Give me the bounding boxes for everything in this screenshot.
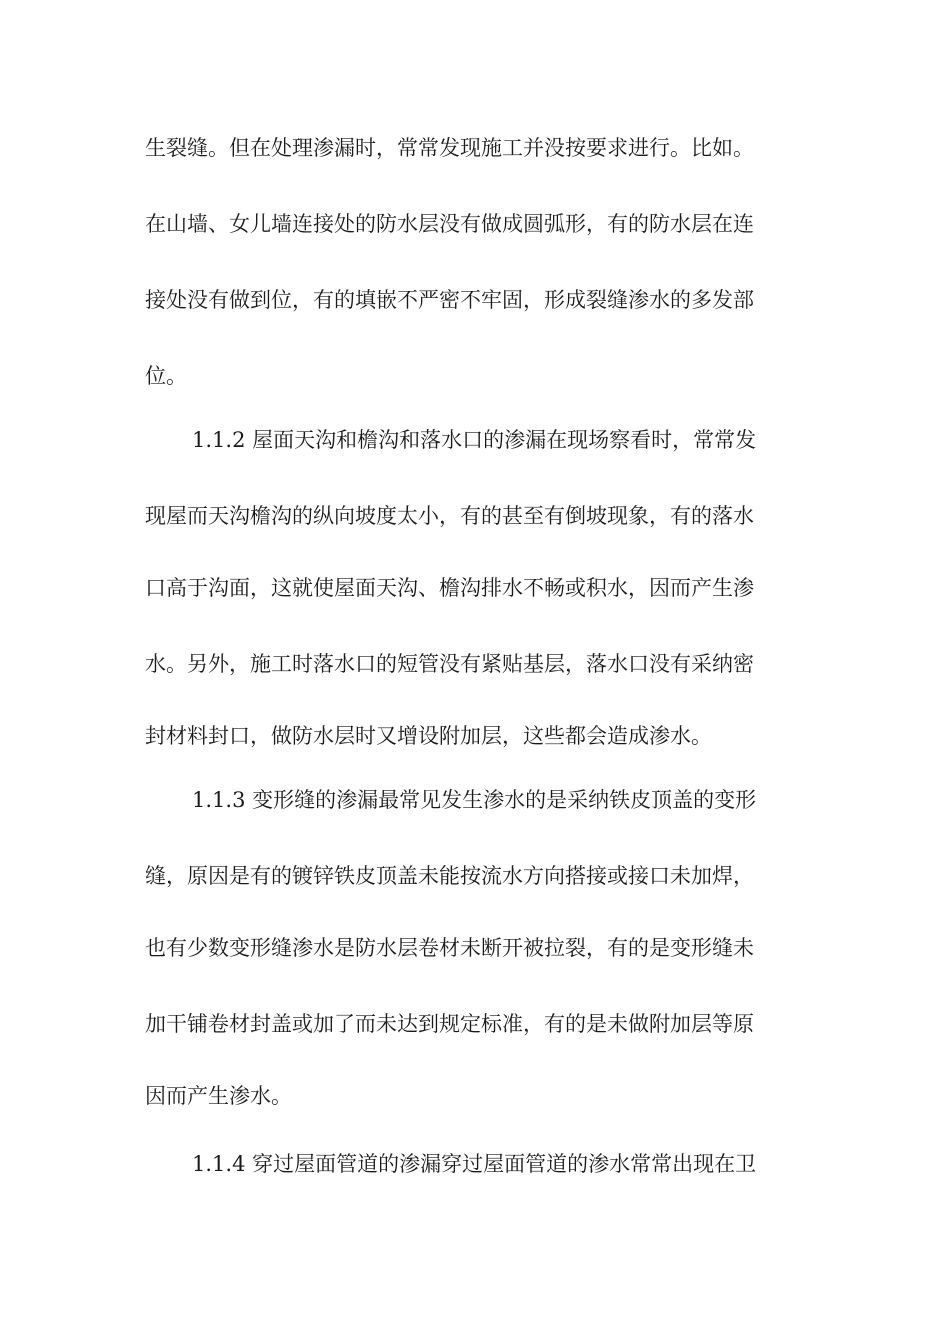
text-line: 缝，原因是有的镀锌铁皮顶盖未能按流水方向搭接或接口未加焊， (145, 864, 754, 888)
text-line: 现屋而天沟檐沟的纵向坡度太小，有的甚至有倒坡现象，有的落水 (145, 504, 754, 528)
text-line: 也有少数变形缝渗水是防水层卷材未断开被拉裂，有的是变形缝未 (145, 936, 754, 960)
text-line: 封材料封口，做防水层时又增设附加层，这些都会造成渗水。 (145, 724, 712, 748)
section-heading-1-1-4: 1.1.4 穿过屋面管道的渗漏穿过屋面管道的渗水常常出现在卫 (192, 1152, 757, 1176)
text-line: 水。另外，施工时落水口的短管没有紧贴基层，落水口没有采纳密 (145, 652, 754, 676)
section-heading-1-1-2: 1.1.2 屋面天沟和檐沟和落水口的渗漏在现场察看时，常常发 (192, 428, 757, 452)
text-line: 位。 (145, 364, 187, 388)
text-line: 因而产生渗水。 (145, 1084, 292, 1108)
text-line: 加干铺卷材封盖或加了而未达到规定标准，有的是未做附加层等原 (145, 1012, 754, 1036)
section-heading-1-1-3: 1.1.3 变形缝的渗漏最常见发生渗水的是采纳铁皮顶盖的变形 (192, 788, 757, 812)
text-line: 在山墙、女儿墙连接处的防水层没有做成圆弧形，有的防水层在连 (145, 212, 754, 236)
text-line: 生裂缝。但在处理渗漏时，常常发现施工并没按要求进行。比如。 (145, 136, 754, 160)
text-line: 口高于沟面，这就使屋面天沟、檐沟排水不畅或积水，因而产生渗 (145, 576, 754, 600)
text-line: 接处没有做到位，有的填嵌不严密不牢固，形成裂缝渗水的多发部 (145, 288, 754, 312)
